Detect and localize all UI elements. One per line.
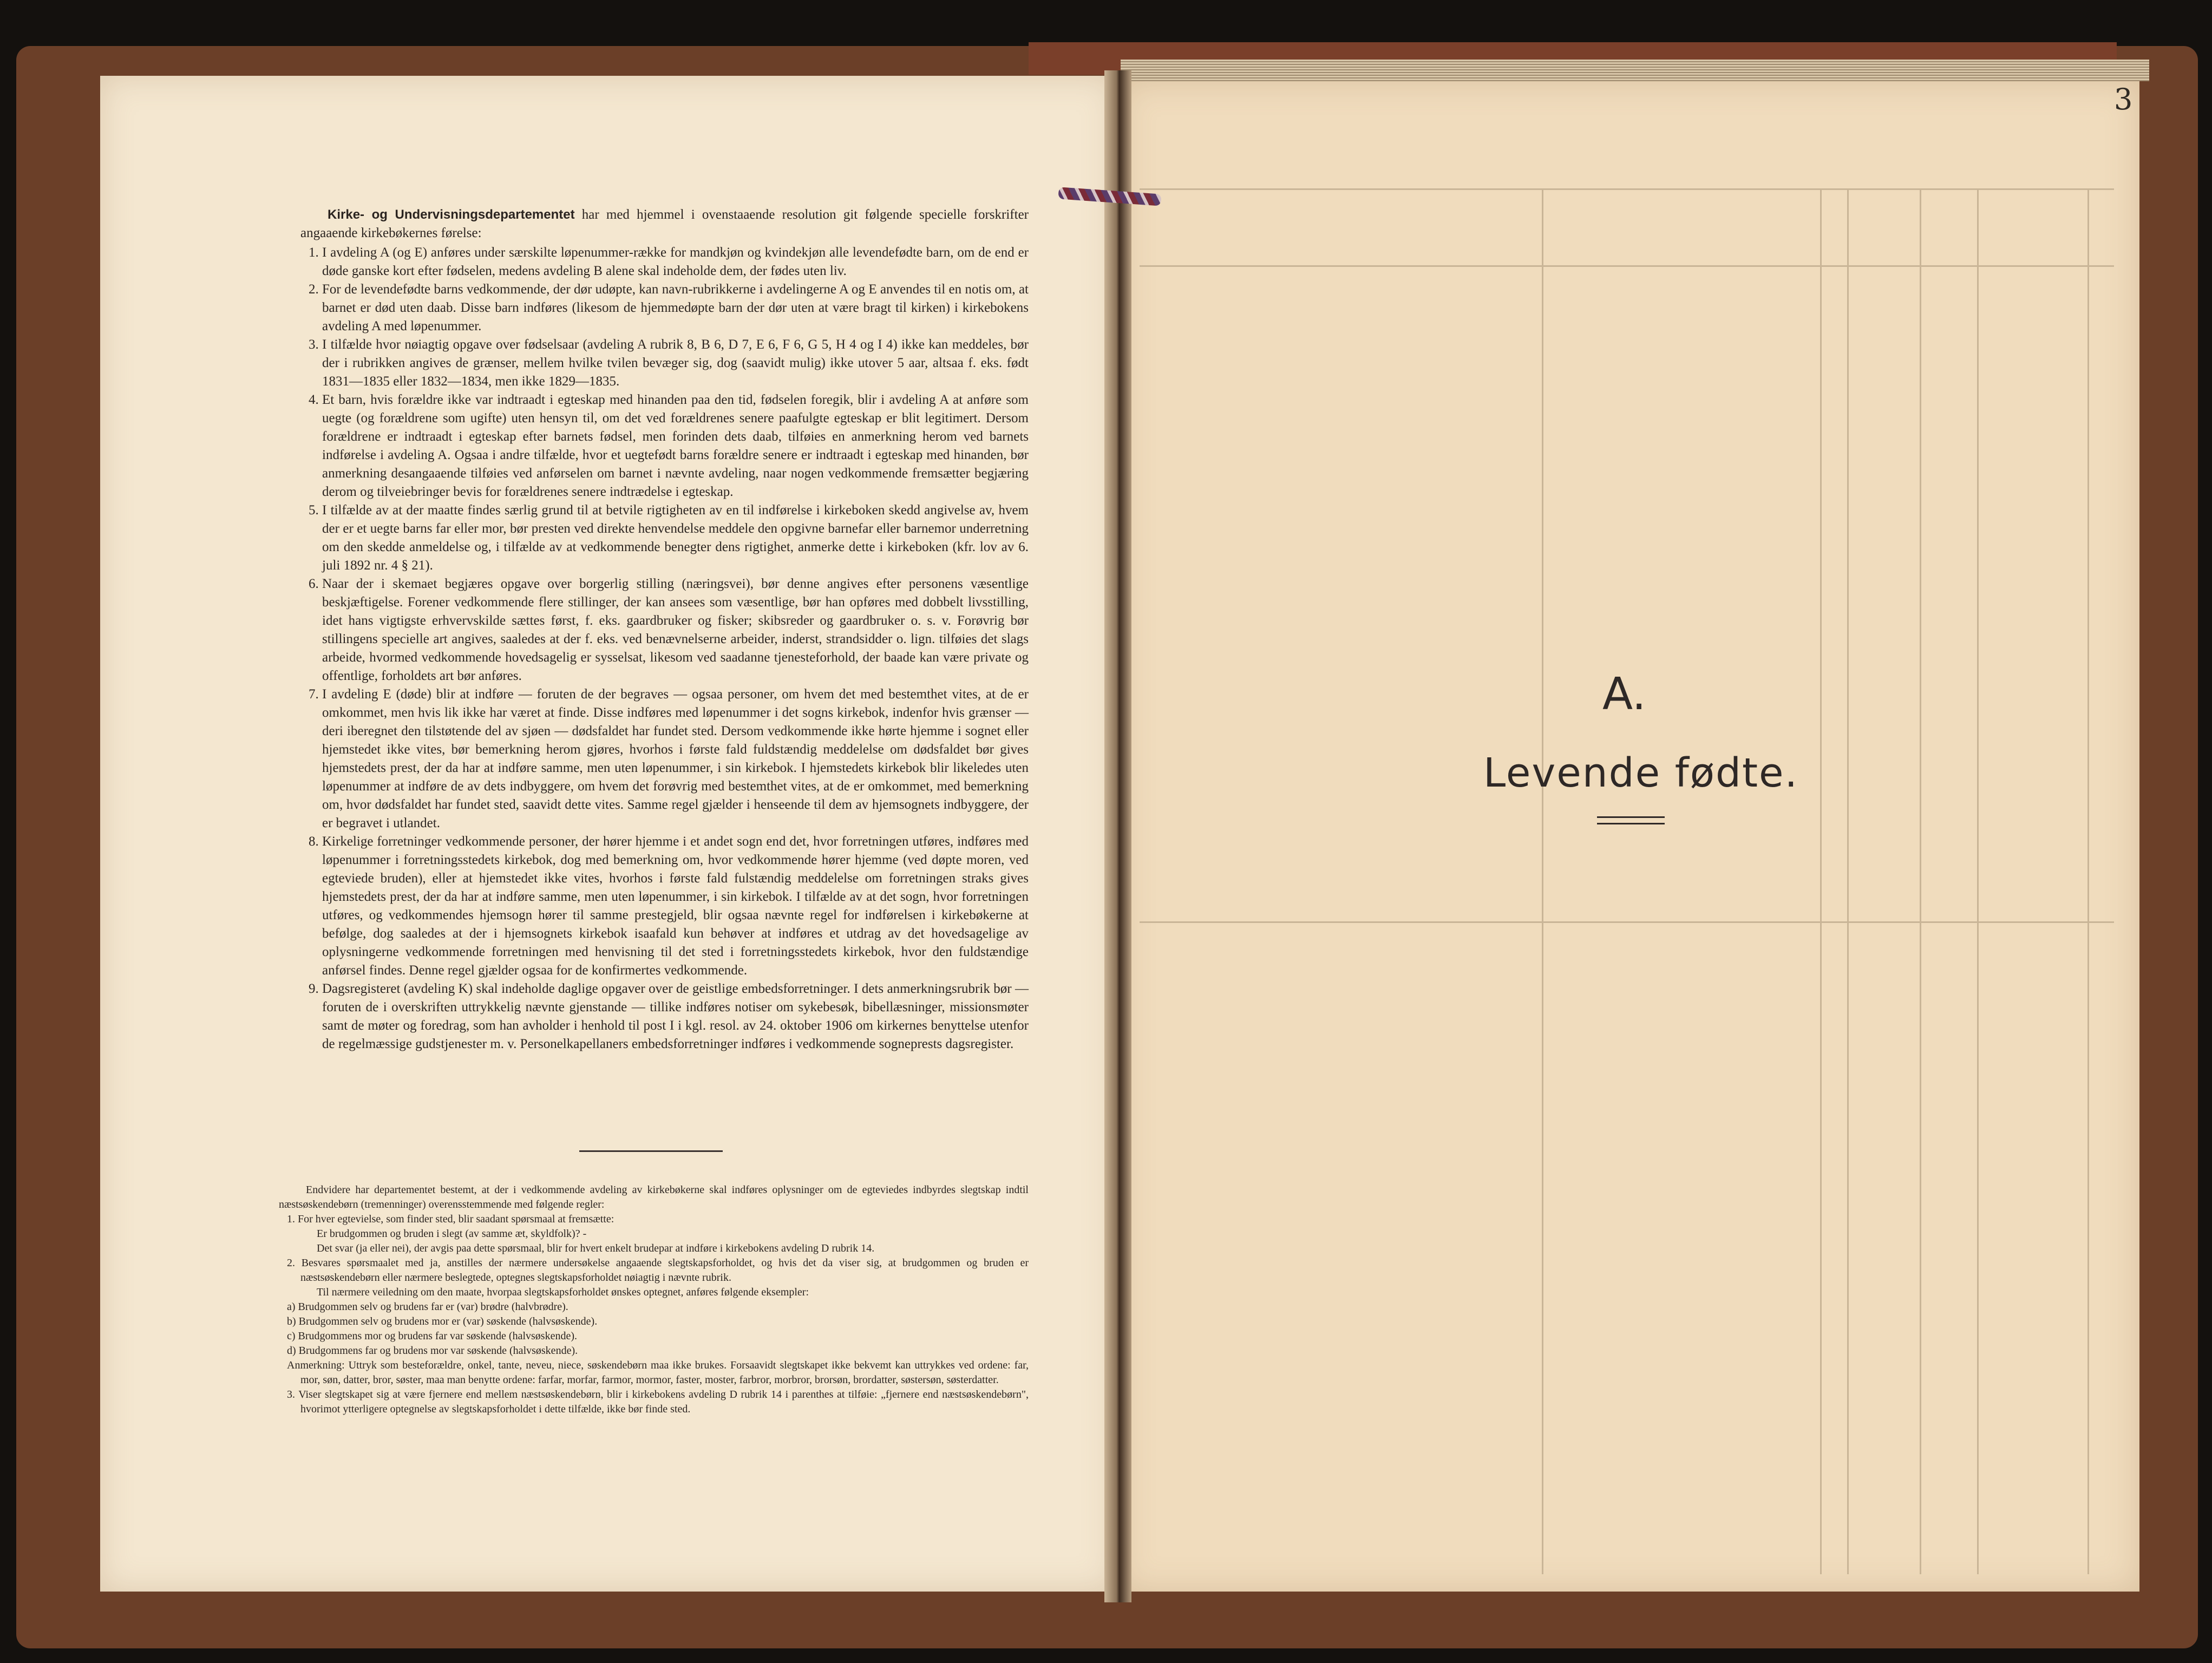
rule-item: 3. I tilfælde hvor nøiagtig opgave over fødselsaar (avdeling A rubrik 8, B 6, D 7, E 6, F 6, G 5, H 4 og I 4) ikke kan meddeles, bør der i rubrikken angives de grænser, mellem hvilke tvilen bevæger sig, dog (saavidt mulig) ikke utover 5 aar, altsaa f. eks. født 1831—1835 eller 1832—1834, men ikke 1829—1835. [322, 336, 1029, 391]
rule-item: 8. Kirkelige forretninger vedkommende personer, der hører hjemme i et andet sogn end det, hvor forretningen utføres, indføres med løpenummer i forretningsstedets kirkebok, dog med bemerkning om, hvor vedkommende hører hjemme (ved døpte moren, ved egteviede bruden), eller at hjemstedet ikke vites, hvorhos i første fald fulstændig meddelelse om forretningen straks gives hjemstedets prest, der da har at indføre samme, men uten løpenummer, i sin kirkebok. I tilfælde av at det sogn, hvor forretningen utføres, og vedkommendes hjemsogn hører til samme prestegjeld, blir ogsaa nævnte regel for indførelsen i kirkebøkerne at befølge, dog saaledes at der i hjemsognets kirkebok isaafald kun behøver at indføres et utdrag av det hovedsagelige av oplysningerne vedkommende forretningen med henvisning til det sted i forretningsstedets kirkebok, hvor den fuldstændige anførsel findes. Denne regel gjælder ogsaa for de konfirmertes vedkommende. [322, 833, 1029, 980]
regulations-text [300, 206, 1029, 1053]
faint-column-rule [2087, 188, 2089, 1574]
faint-header-rule [1140, 265, 2114, 267]
faint-column-rule [1977, 188, 1979, 1574]
intro-paragraph [300, 206, 1029, 243]
rule-item: 5. I tilfælde av at der maatte findes særlig grund til at betvile rigtigheten av en til indførelse i kirkeboken skedd angivelse av, hvem der er et uegte barns far eller mor, bør presten ved direkte henvendelse meddele den opgivne barnefar eller barnemor underretning om den skedde anmeldelse og, i tilfælde av at vedkommende benegter dens rigtighet, anmerke dette i kirkeboken (kfr. lov av 6. juli 1892 nr. 4 § 21). [322, 501, 1029, 575]
rules-list [300, 244, 1029, 1053]
rule-item: 1. I avdeling A (og E) anføres under særskilte løpenummer-række for mandkjøn og kvindekjøn alle levendefødte barn, om de end er døde ganske kort efter fødselen, medens avdeling B alene skal indeholde dem, der fødes uten liv. [322, 244, 1029, 280]
rule-item: 7. I avdeling E (døde) blir at indføre — foruten de der begraves — ogsaa personer, om hvem det med bestemthet vites, at de er omkommet, men hvis lik ikke har været at finde. Disse indføres med løpenummer i det sogns kirkebok, indenfor hvis grænser — deri iberegnet den tilstøtende del av sjøen — dødsfaldet har fundet sted. Dersom vedkommende ikke hørte hjemme i sognet eller hjemstedet ikke vites, bør bemerkning herom gjøres, hvorhos i første fald fuldstændig meddelelse om dødsfaldet bør gives hjemstedets prest, der da har at indføre samme, men uten løpenummer, i sin kirkebok. I hjemstedets kirkebok blir likeledes uten løpenummer at indføre de av dets indbyggere, om hvem det forøvrig med bestemthet vites, at de er omkommet, med bemerkning om, hvor dødsfaldet har fundet sted, saavidt dette vites. Samme regel gjælder i henseende til dem av hjemsognets indbyggere, der er begravet i utlandet. [322, 685, 1029, 833]
section-divider [579, 1150, 723, 1152]
faint-column-rule [1847, 188, 1849, 1574]
rule-item: 6. Naar der i skemaet begjæres opgave over borgerlig stilling (næringsvei), bør denne angives efter personens væsentlige beskjæftigelse. Forener vedkommende flere stillinger, der kan ansees som væsentlige, bør han opføres med dobbelt livsstilling, idet hans vigtigste erhvervskilde sættes først, f. eks. gaardbruker og fisker; skibsreder og gaardbruker o. s. v. Forøvrig bør stillingens specielle art angives, saaledes at der f. eks. ved benævnelserne arbeider, inderst, strandsidder o. lign. tilføies det slags arbeide, hvormed vedkommende hovedsagelig er sysselsat, likesom ved saadanne tjenesteforhold, der baade kan være private og offentlige, forholdets art bør anføres. [322, 575, 1029, 685]
book-gutter [1104, 70, 1131, 1602]
addendum-paragraph: 2. Besvares spørsmaalet med ja, anstilles der nærmere undersøkelse angaaende slegtskapsforholdet, og hvis det da viser sig, at brudgommen og bruden er næstsøskendebørn eller nærmere beslegtede, optegnes slegtskapsforholdet nøiagtig i nævnte rubrik. [287, 1257, 1029, 1284]
addendum-paragraph: Endvidere har departementet bestemt, at der i vedkommende avdeling av kirkebøkerne skal indføres oplysninger om de egteviedes indbyrdes slegtskap indtil næstsøskendebørn (tremenninger) overensstemmende med følgende regler: [279, 1184, 1029, 1210]
section-title: Levende fødte. [1483, 750, 1799, 796]
addendum-paragraph: 1. For hver egtevielse, som finder sted, blir saadant spørsmaal at fremsætte: [287, 1213, 614, 1225]
addendum-text [279, 1183, 1029, 1417]
addendum-paragraph: Det svar (ja eller nei), der avgis paa dette spørsmaal, blir for hvert enkelt brudepar at indføre i kirkebokens avdeling D rubrik 14. [317, 1242, 875, 1254]
addendum-paragraph: Er brudgommen og bruden i slegt (av samme æt, skyldfolk)? - [317, 1228, 587, 1240]
page-edges [1121, 60, 2149, 81]
addendum-paragraph: a) Brudgommen selv og brudens far er (var) brødre (halvbrødre). [287, 1301, 568, 1313]
right-page [1122, 81, 2139, 1592]
addendum-paragraph: d) Brudgommens far og brudens mor var søskende (halvsøskende). [287, 1345, 578, 1357]
faint-column-rule [1820, 188, 1822, 1574]
addendum-paragraph: c) Brudgommens mor og brudens far var søskende (halvsøskende). [287, 1330, 577, 1342]
section-letter: A. [1602, 669, 1646, 720]
faint-middle-rule [1140, 921, 2114, 923]
addendum-paragraph: b) Brudgommen selv og brudens mor er (var) søskende (halvsøskende). [287, 1315, 598, 1327]
rule-item: 2. For de levendefødte barns vedkommende, der dør udøpte, kan navn-rubrikkerne i avdelingerne A og E anvendes til en notis om, at barnet er død uten daab. Disse barn indføres (likesom de hjemmedøpte barn der dør uten at være bragt til kirken) i kirkebokens avdeling A med løpenummer. [322, 280, 1029, 336]
addendum-paragraph: 3. Viser slegtskapet sig at være fjernere end mellem næstsøskendebørn, blir i kirkebokens avdeling D rubrik 14 i parenthes at tilføie: „fjernere end næstsøskendebørn", hvorimot ytterligere optegnelse av slegtskapsforholdet i dette tilfælde, ikke bør finde sted. [287, 1389, 1029, 1415]
page-number: 3 [2114, 82, 2133, 116]
faint-column-rule [1542, 188, 1543, 1574]
addendum-paragraph: Anmerkning: Uttryk som besteforældre, onkel, tante, neveu, niece, søskendebørn maa ikke brukes. Forsaavidt slegtskapet ikke bekvemt kan uttrykkes ved ordene: far, mor, søn, datter, bror, søster, maa man benytte ordene: farfar, morfar, farmor, mormor, faster, moster, farbror, morbror, brorsøn, brordatter, søstersøn, søsterdatter. [287, 1359, 1029, 1386]
rule-item: 9. Dagsregisteret (avdeling K) skal indeholde daglige opgaver over de geistlige embedsforretninger. I dets anmerkningsrubrik bør — foruten de i overskriften uttrykkelig nævnte gjenstande — tillike indføres notiser om sykebesøk, bibellæsninger, missionsmøter samt de møter og foredrag, som han avholder i henhold til post I i kgl. resol. av 24. oktober 1906 om kirkernes benyttelse utenfor de regelmæssige gudstjenester m. v. Personelkapellaners embedsforretninger indføres i vedkommende sogneprests dagsregister. [322, 980, 1029, 1053]
rule-item: 4. Et barn, hvis forældre ikke var indtraadt i egteskap med hinanden paa den tid, fødselen foregik, blir i avdeling A at anføre som uegte (og forældrene som ugifte) uten hensyn til, om det ved forældrenes senere paafulgte egteskap er blit legitimert. Dersom forældrene er indtraadt i egteskap efter barnets fødsel, men forinden dets daab, tilføies en anmerkning herom ved barnets indførelse i avdeling A. Ogsaa i andre tilfælde, hvor et uegtefødt barns forældre senere er indtraadt i egteskap med hinanden, bør anmerkning desangaaende tilføies ved anførselen om barnet i nævnte avdeling, naar nogen vedkommende fremsætter begjæring derom og tilveiebringer bevis for forældrenes senere indtrædelse i egteskap. [322, 391, 1029, 501]
addendum-paragraph: Til nærmere veiledning om den maate, hvorpaa slegtskapsforholdet ønskes optegnet, anføres følgende eksempler: [317, 1286, 809, 1298]
title-underline [1597, 816, 1665, 818]
title-underline [1597, 823, 1665, 824]
faint-column-rule [1920, 188, 1921, 1574]
intro-text: har med hjemmel i ovenstaaende resolution git følgende specielle forskrifter angaaende kirkebøkernes førelse: [300, 207, 1029, 240]
faint-header-rule [1140, 188, 2114, 190]
intro-heading: Kirke- og Undervisningsdepartementet [328, 207, 575, 222]
